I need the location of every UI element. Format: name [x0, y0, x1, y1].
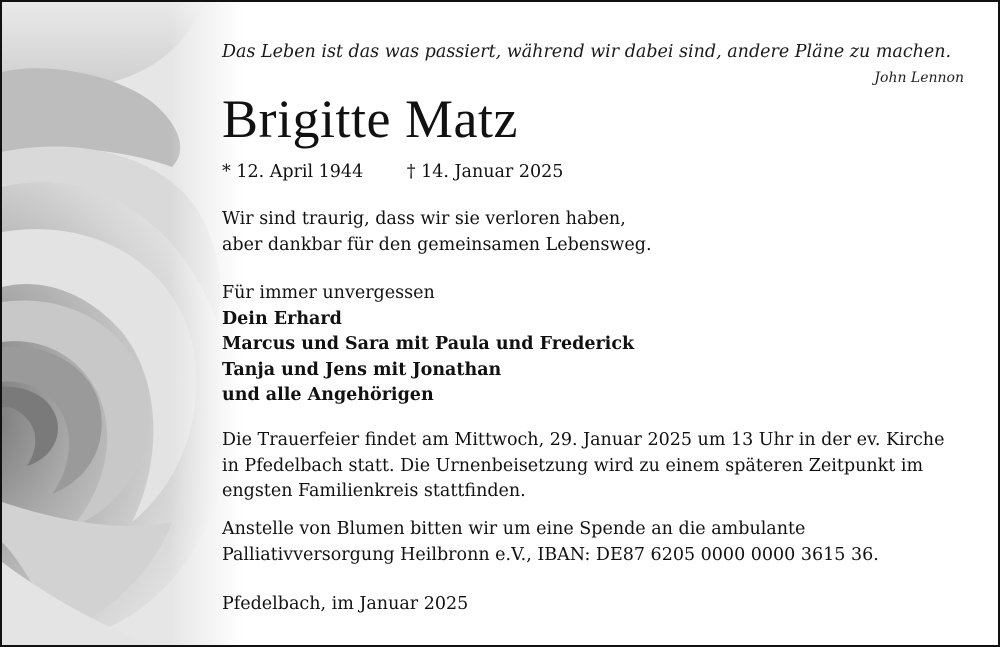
mourner-name: Tanja und Jens mit Jonathan — [222, 359, 502, 380]
mourners-list — [222, 281, 634, 409]
funeral-line: in Pfedelbach statt. Die Urnenbeisetzung wird zu einem späteren Zeitpunkt im — [222, 455, 924, 476]
mourner-name: und alle Angehörigen — [222, 385, 434, 405]
funeral-info — [222, 428, 944, 505]
quote-author: John Lennon — [874, 70, 964, 86]
funeral-line: engsten Familienkreis stattfinden. — [222, 481, 526, 501]
obituary-text — [222, 2, 998, 645]
deceased-name: Brigitte Matz — [222, 89, 518, 149]
life-dates — [222, 162, 563, 182]
donation-info — [222, 517, 879, 568]
mourner-name: Marcus und Sara mit Paula und Frederick — [222, 334, 635, 354]
donation-line: Palliativversorgung Heilbronn e.V., IBAN: DE87 6205 0000 0000 3615 36. — [222, 544, 879, 565]
rose-flower-image — [2, 2, 242, 645]
mourners-intro: Für immer unvergessen — [222, 283, 435, 303]
death-date: † 14. Januar 2025 — [406, 162, 564, 182]
place-date: Pfedelbach, im Januar 2025 — [222, 594, 469, 614]
funeral-line: Die Trauerfeier findet am Mittwoch, 29. Januar 2025 um 13 Uhr in der ev. Kirche — [222, 430, 945, 450]
condolence-message — [222, 207, 652, 258]
birth-date: * 12. April 1944 — [222, 162, 364, 182]
mourner-name: Dein Erhard — [222, 308, 342, 329]
message-line: Wir sind traurig, dass wir sie verloren haben, — [222, 209, 626, 229]
donation-line: Anstelle von Blumen bitten wir um eine Spende an die ambulante — [222, 519, 806, 539]
quote-text: Das Leben ist das was passiert, während wir dabei sind, andere Pläne zu machen. — [222, 42, 952, 62]
message-line: aber dankbar für den gemeinsamen Lebensweg. — [222, 234, 652, 255]
